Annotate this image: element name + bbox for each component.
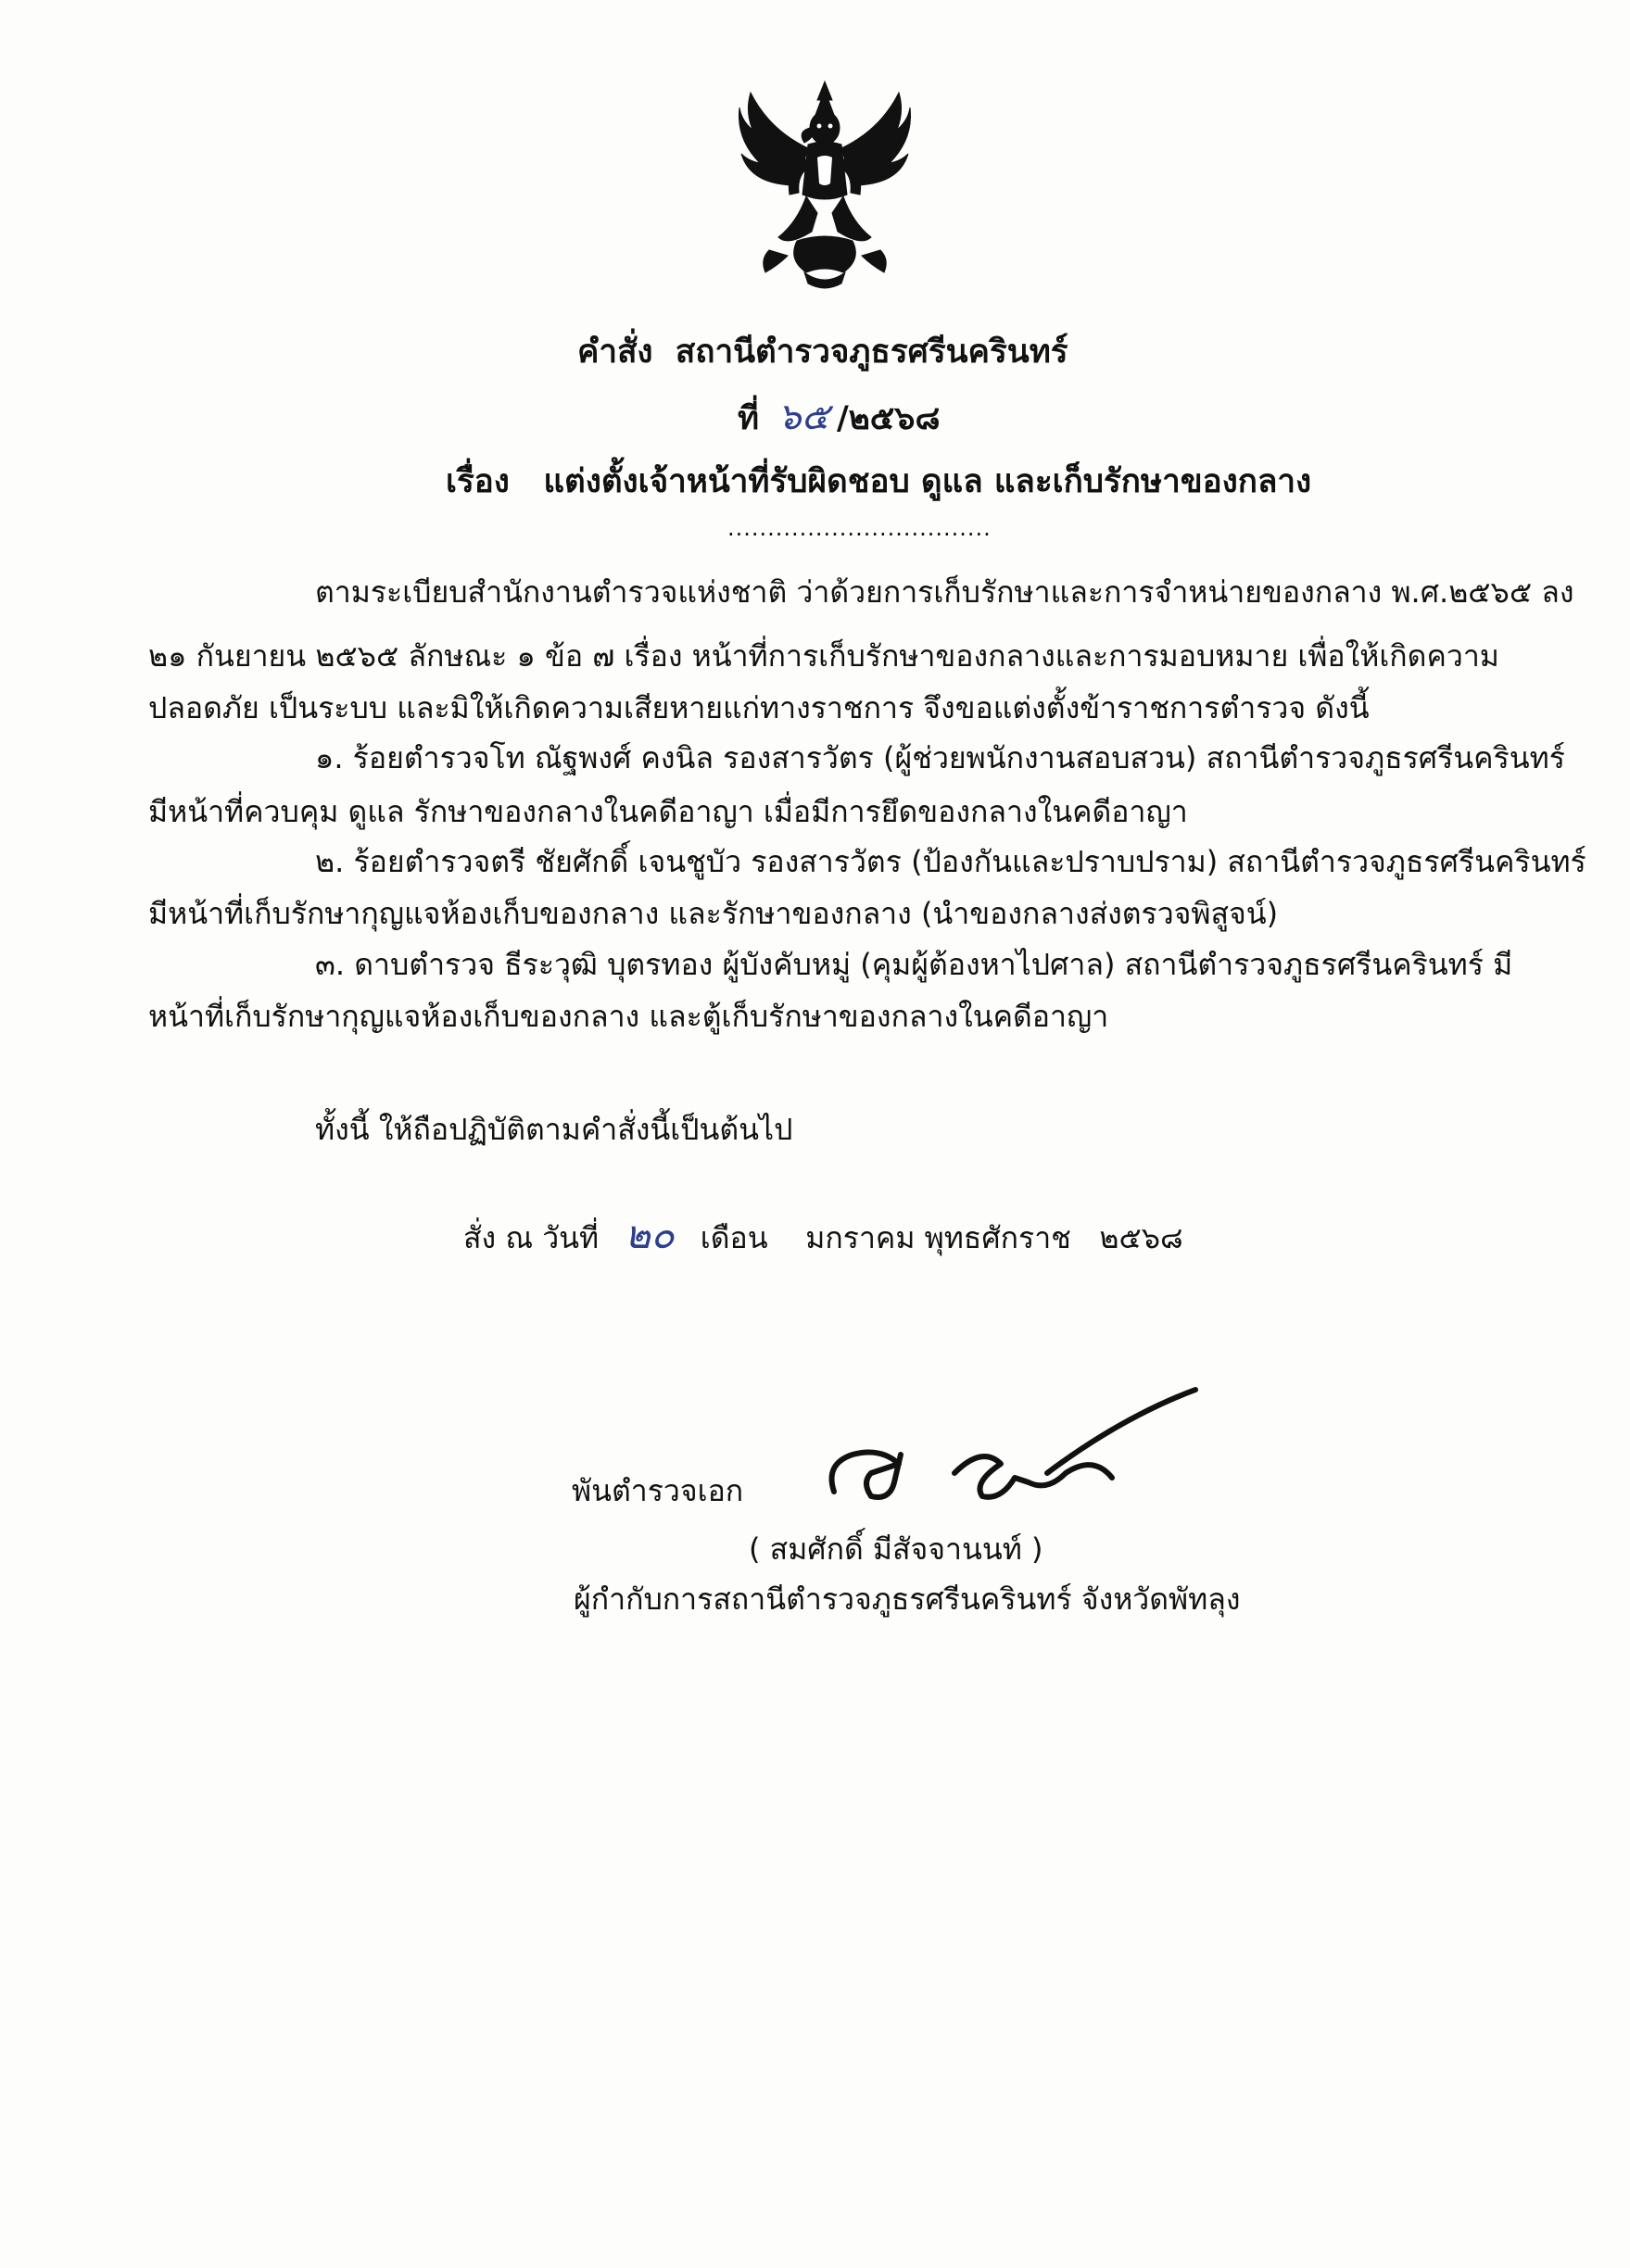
- para1-line2: ๒๑ กันยายน ๒๕๖๕ ลักษณะ ๑ ข้อ ๗ เรื่อง หน้าที่การเก็บรักษาของกลางและการมอบหมาย เพื่อให้เกิดความ: [148, 638, 1499, 674]
- order-number: [738, 386, 941, 446]
- order-number-year: /๒๕๖๘: [836, 400, 941, 437]
- date-era-label: พุทธศักราช: [924, 1220, 1071, 1255]
- header-divider: .................................: [727, 515, 992, 541]
- subject-text: แต่งตั้งเจ้าหน้าที่รับผิดชอบ ดูแล และเก็บรักษาของกลาง: [543, 463, 1312, 500]
- date-prefix: สั่ง ณ วันที่: [463, 1220, 600, 1255]
- item2-line2: มีหน้าที่เก็บรักษากุญแจห้องเก็บของกลาง และรักษาของกลาง (นำของกลางส่งตรวจพิสูจน์): [148, 896, 1279, 931]
- order-number-label: ที่: [738, 400, 760, 437]
- item3-line1: ๓. ดาบตำรวจ ธีระวุฒิ บุตรทอง ผู้บังคับหมู่ (คุมผู้ต้องหาไปศาล) สถานีตำรวจภูธรศรีนครินทร์ มี: [315, 947, 1513, 982]
- order-number-handwritten: ๖๕: [777, 396, 829, 438]
- para1-line1: ตามระเบียบสำนักงานตำรวจแห่งชาติ ว่าด้วยการเก็บรักษาและการจำหน่ายของกลาง พ.ศ.๒๕๖๕ ลง: [315, 574, 1574, 610]
- closing-text: ทั้งนี้ ให้ถือปฏิบัติตามคำสั่งนี้เป็นต้นไป: [315, 1112, 793, 1147]
- order-title: [577, 326, 1068, 377]
- para1-line3: ปลอดภัย เป็นระบบ และมิให้เกิดความเสียหายแก่ทางราชการ จึงขอแต่งตั้งข้าราชการตำรวจ ดังนี้: [148, 690, 1370, 725]
- handwritten-signature-icon: [815, 1380, 1223, 1529]
- agency-name: สถานีตำรวจภูธรศรีนครินทร์: [675, 334, 1068, 371]
- order-subject: [446, 456, 1311, 507]
- garuda-emblem-icon: [732, 74, 917, 296]
- item3-line2: หน้าที่เก็บรักษากุญแจห้องเก็บของกลาง และตู้เก็บรักษาของกลางในคดีอาญา: [148, 999, 1109, 1034]
- date-month-label: เดือน: [700, 1220, 768, 1255]
- signatory-position: ผู้กำกับการสถานีตำรวจภูธรศรีนครินทร์ จังหวัดพัทลุง: [574, 1581, 1241, 1617]
- date-day-handwritten: ๒๐: [625, 1212, 675, 1257]
- signatory-name: ( สมศักดิ์ มีสัจจานนท์ ): [749, 1531, 1043, 1567]
- signatory-rank: พันตำรวจเอก: [572, 1473, 744, 1508]
- item1-line2: มีหน้าที่ควบคุม ดูแล รักษาของกลางในคดีอาญา เมื่อมีการยึดของกลางในคดีอาญา: [148, 794, 1188, 829]
- item2-line1: ๒. ร้อยตำรวจตรี ชัยศักดิ์ เจนชูบัว รองสารวัตร (ป้องกันและปราบปราม) สถานีตำรวจภูธรศรีนครินทร์: [315, 844, 1586, 879]
- subject-label: เรื่อง: [446, 463, 510, 500]
- order-date: [463, 1212, 1183, 1257]
- date-year: ๒๕๖๘: [1099, 1220, 1183, 1255]
- date-month: มกราคม: [805, 1220, 916, 1255]
- item1-line1: ๑. ร้อยตำรวจโท ณัฐพงศ์ คงนิล รองสารวัตร (ผู้ช่วยพนักงานสอบสวน) สถานีตำรวจภูธรศรีนครินทร์: [315, 740, 1565, 775]
- order-title-prefix: คำสั่ง: [577, 334, 653, 371]
